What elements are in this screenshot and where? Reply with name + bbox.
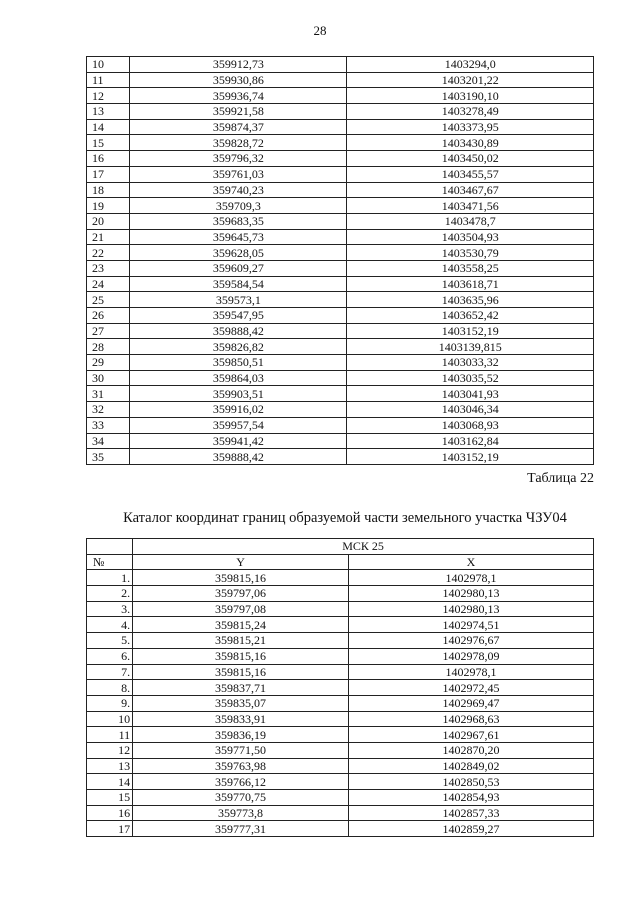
y-coordinate-cell: 359957,54 — [130, 417, 347, 433]
y-coordinate-cell: 359941,42 — [130, 433, 347, 449]
x-coordinate-cell: 1402980,13 — [348, 601, 593, 617]
table-row — [87, 339, 594, 355]
x-coordinate-cell: 1403046,34 — [347, 402, 594, 418]
x-coordinate-cell: 1402859,27 — [348, 821, 593, 837]
y-coordinate-cell: 359797,06 — [133, 586, 349, 602]
table-header — [87, 539, 594, 570]
point-number-cell: 35 — [87, 449, 130, 465]
table-row — [87, 88, 594, 104]
x-coordinate-cell: 1402857,33 — [348, 805, 593, 821]
y-coordinate-cell: 359936,74 — [130, 88, 347, 104]
y-coordinate-cell: 359628,05 — [130, 245, 347, 261]
y-coordinate-cell: 359761,03 — [130, 166, 347, 182]
table-row — [87, 229, 594, 245]
x-coordinate-cell: 1403558,25 — [347, 260, 594, 276]
y-coordinate-cell: 359815,16 — [133, 664, 349, 680]
y-coordinate-cell: 359903,51 — [130, 386, 347, 402]
table-row — [87, 664, 594, 680]
y-coordinate-cell: 359773,8 — [133, 805, 349, 821]
x-coordinate-cell: 1403033,32 — [347, 355, 594, 371]
y-coordinate-cell: 359864,03 — [130, 370, 347, 386]
table-row — [87, 758, 594, 774]
y-coordinate-cell: 359815,16 — [133, 648, 349, 664]
table-row — [87, 151, 594, 167]
y-coordinate-cell: 359777,31 — [133, 821, 349, 837]
coordinates-table-continued — [86, 56, 594, 465]
point-number-cell: 10 — [87, 57, 130, 73]
table-body — [87, 570, 594, 837]
table-row — [87, 695, 594, 711]
y-coordinate-cell: 359815,21 — [133, 633, 349, 649]
y-coordinate-cell: 359797,08 — [133, 601, 349, 617]
point-number-cell: 15 — [87, 135, 130, 151]
table-row — [87, 119, 594, 135]
point-number-cell: 31 — [87, 386, 130, 402]
y-coordinate-cell: 359835,07 — [133, 695, 349, 711]
y-coordinate-cell: 359770,75 — [133, 790, 349, 806]
point-number-cell: 14 — [87, 119, 130, 135]
table-row — [87, 449, 594, 465]
table-row — [87, 601, 594, 617]
x-coordinate-cell: 1403652,42 — [347, 308, 594, 324]
point-number-cell: 4. — [87, 617, 133, 633]
point-number-cell: 3. — [87, 601, 133, 617]
y-coordinate-cell: 359815,24 — [133, 617, 349, 633]
point-number-cell: 16 — [87, 805, 133, 821]
table-row — [87, 213, 594, 229]
x-coordinate-cell: 1403139,815 — [347, 339, 594, 355]
x-coordinate-cell: 1403278,49 — [347, 104, 594, 120]
x-coordinate-cell: 1403068,93 — [347, 417, 594, 433]
y-coordinate-cell: 359888,42 — [130, 449, 347, 465]
x-coordinate-cell: 1403294,0 — [347, 57, 594, 73]
point-number-cell: 8. — [87, 680, 133, 696]
table-row — [87, 586, 594, 602]
y-coordinate-cell: 359837,71 — [133, 680, 349, 696]
table-row — [87, 433, 594, 449]
y-coordinate-cell: 359547,95 — [130, 308, 347, 324]
x-coordinate-cell: 1403373,95 — [347, 119, 594, 135]
table-row — [87, 260, 594, 276]
table-row — [87, 166, 594, 182]
y-coordinate-cell: 359833,91 — [133, 711, 349, 727]
x-coordinate-cell: 1402850,53 — [348, 774, 593, 790]
table-row — [87, 135, 594, 151]
table-row — [87, 402, 594, 418]
point-number-cell: 11 — [87, 727, 133, 743]
x-coordinate-cell: 1402978,09 — [348, 648, 593, 664]
point-number-cell: 29 — [87, 355, 130, 371]
table-row — [87, 370, 594, 386]
point-number-cell: 25 — [87, 292, 130, 308]
x-coordinate-cell: 1403041,93 — [347, 386, 594, 402]
x-coordinate-cell: 1403152,19 — [347, 449, 594, 465]
point-number-cell: 1. — [87, 570, 133, 586]
y-coordinate-cell: 359709,3 — [130, 198, 347, 214]
table-row — [87, 323, 594, 339]
table-caption: Таблица 22 — [527, 471, 594, 486]
table-row — [87, 648, 594, 664]
table-row — [87, 386, 594, 402]
point-number-cell: 7. — [87, 664, 133, 680]
y-coordinate-cell: 359763,98 — [133, 758, 349, 774]
table-row — [87, 570, 594, 586]
point-number-cell: 16 — [87, 151, 130, 167]
point-number-cell: 24 — [87, 276, 130, 292]
point-number-cell: 14 — [87, 774, 133, 790]
table-title: Каталог координат границ образуемой части земельного участка ЧЗУ04 — [123, 510, 567, 526]
x-coordinate-cell: 1402967,61 — [348, 727, 593, 743]
x-coordinate-cell: 1403162,84 — [347, 433, 594, 449]
table-row — [87, 680, 594, 696]
coordinate-system-header: МСК 25 — [133, 539, 594, 555]
x-coordinate-cell: 1403635,96 — [347, 292, 594, 308]
point-number-cell: 12 — [87, 88, 130, 104]
y-coordinate-cell: 359828,72 — [130, 135, 347, 151]
point-number-cell: 13 — [87, 758, 133, 774]
point-number-cell: 15 — [87, 790, 133, 806]
x-coordinate-cell: 1403201,22 — [347, 72, 594, 88]
x-coordinate-cell: 1403530,79 — [347, 245, 594, 261]
point-number-cell: 26 — [87, 308, 130, 324]
y-coordinate-cell: 359815,16 — [133, 570, 349, 586]
y-coordinate-cell: 359888,42 — [130, 323, 347, 339]
y-coordinate-cell: 359766,12 — [133, 774, 349, 790]
x-coordinate-cell: 1402870,20 — [348, 742, 593, 758]
x-coordinate-cell: 1403471,56 — [347, 198, 594, 214]
header-number: № — [87, 554, 133, 570]
point-number-cell: 30 — [87, 370, 130, 386]
x-coordinate-cell: 1403450,02 — [347, 151, 594, 167]
y-coordinate-cell: 359874,37 — [130, 119, 347, 135]
coordinates-table-chzu04 — [86, 538, 594, 837]
y-coordinate-cell: 359912,73 — [130, 57, 347, 73]
y-coordinate-cell: 359921,58 — [130, 104, 347, 120]
x-coordinate-cell: 1402976,67 — [348, 633, 593, 649]
table-row — [87, 742, 594, 758]
y-coordinate-cell: 359850,51 — [130, 355, 347, 371]
x-coordinate-cell: 1403504,93 — [347, 229, 594, 245]
point-number-cell: 20 — [87, 213, 130, 229]
point-number-cell: 10 — [87, 711, 133, 727]
point-number-cell: 32 — [87, 402, 130, 418]
point-number-cell: 27 — [87, 323, 130, 339]
table-row — [87, 104, 594, 120]
table-row — [87, 245, 594, 261]
point-number-cell: 9. — [87, 695, 133, 711]
y-coordinate-cell: 359826,82 — [130, 339, 347, 355]
point-number-cell: 12 — [87, 742, 133, 758]
x-coordinate-cell: 1402974,51 — [348, 617, 593, 633]
table-row — [87, 308, 594, 324]
table-row — [87, 711, 594, 727]
table-row — [87, 292, 594, 308]
point-number-cell: 6. — [87, 648, 133, 664]
point-number-cell: 19 — [87, 198, 130, 214]
x-coordinate-cell: 1403455,57 — [347, 166, 594, 182]
point-number-cell: 13 — [87, 104, 130, 120]
header-y: Y — [133, 554, 349, 570]
table-row — [87, 617, 594, 633]
table-row — [87, 727, 594, 743]
y-coordinate-cell: 359740,23 — [130, 182, 347, 198]
point-number-cell: 5. — [87, 633, 133, 649]
x-coordinate-cell: 1403035,52 — [347, 370, 594, 386]
table-row — [87, 57, 594, 73]
table-row — [87, 198, 594, 214]
y-coordinate-cell: 359645,73 — [130, 229, 347, 245]
point-number-cell: 2. — [87, 586, 133, 602]
point-number-cell: 18 — [87, 182, 130, 198]
table-row — [87, 72, 594, 88]
table-row — [87, 417, 594, 433]
x-coordinate-cell: 1403430,89 — [347, 135, 594, 151]
table-row — [87, 633, 594, 649]
point-number-cell: 22 — [87, 245, 130, 261]
point-number-cell: 33 — [87, 417, 130, 433]
table-row — [87, 276, 594, 292]
point-number-cell: 28 — [87, 339, 130, 355]
point-number-cell: 17 — [87, 166, 130, 182]
x-coordinate-cell: 1402978,1 — [348, 664, 593, 680]
x-coordinate-cell: 1403478,7 — [347, 213, 594, 229]
x-coordinate-cell: 1402968,63 — [348, 711, 593, 727]
table-row — [87, 790, 594, 806]
x-coordinate-cell: 1402972,45 — [348, 680, 593, 696]
header-row-system — [87, 539, 594, 555]
point-number-cell: 11 — [87, 72, 130, 88]
x-coordinate-cell: 1402978,1 — [348, 570, 593, 586]
y-coordinate-cell: 359771,50 — [133, 742, 349, 758]
header-row-columns — [87, 554, 594, 570]
page-number: 28 — [313, 23, 327, 38]
point-number-cell: 23 — [87, 260, 130, 276]
header-blank-cell — [87, 539, 133, 555]
y-coordinate-cell: 359683,35 — [130, 213, 347, 229]
point-number-cell: 21 — [87, 229, 130, 245]
y-coordinate-cell: 359836,19 — [133, 727, 349, 743]
y-coordinate-cell: 359609,27 — [130, 260, 347, 276]
x-coordinate-cell: 1402854,93 — [348, 790, 593, 806]
x-coordinate-cell: 1402980,13 — [348, 586, 593, 602]
point-number-cell: 34 — [87, 433, 130, 449]
x-coordinate-cell: 1403152,19 — [347, 323, 594, 339]
x-coordinate-cell: 1402849,02 — [348, 758, 593, 774]
x-coordinate-cell: 1403618,71 — [347, 276, 594, 292]
y-coordinate-cell: 359916,02 — [130, 402, 347, 418]
y-coordinate-cell: 359930,86 — [130, 72, 347, 88]
point-number-cell: 17 — [87, 821, 133, 837]
y-coordinate-cell: 359796,32 — [130, 151, 347, 167]
x-coordinate-cell: 1403467,67 — [347, 182, 594, 198]
header-x: X — [348, 554, 593, 570]
y-coordinate-cell: 359584,54 — [130, 276, 347, 292]
table-body — [87, 57, 594, 465]
x-coordinate-cell: 1402969,47 — [348, 695, 593, 711]
table-row — [87, 805, 594, 821]
table-row — [87, 774, 594, 790]
x-coordinate-cell: 1403190,10 — [347, 88, 594, 104]
y-coordinate-cell: 359573,1 — [130, 292, 347, 308]
table-row — [87, 355, 594, 371]
table-row — [87, 182, 594, 198]
table-row — [87, 821, 594, 837]
